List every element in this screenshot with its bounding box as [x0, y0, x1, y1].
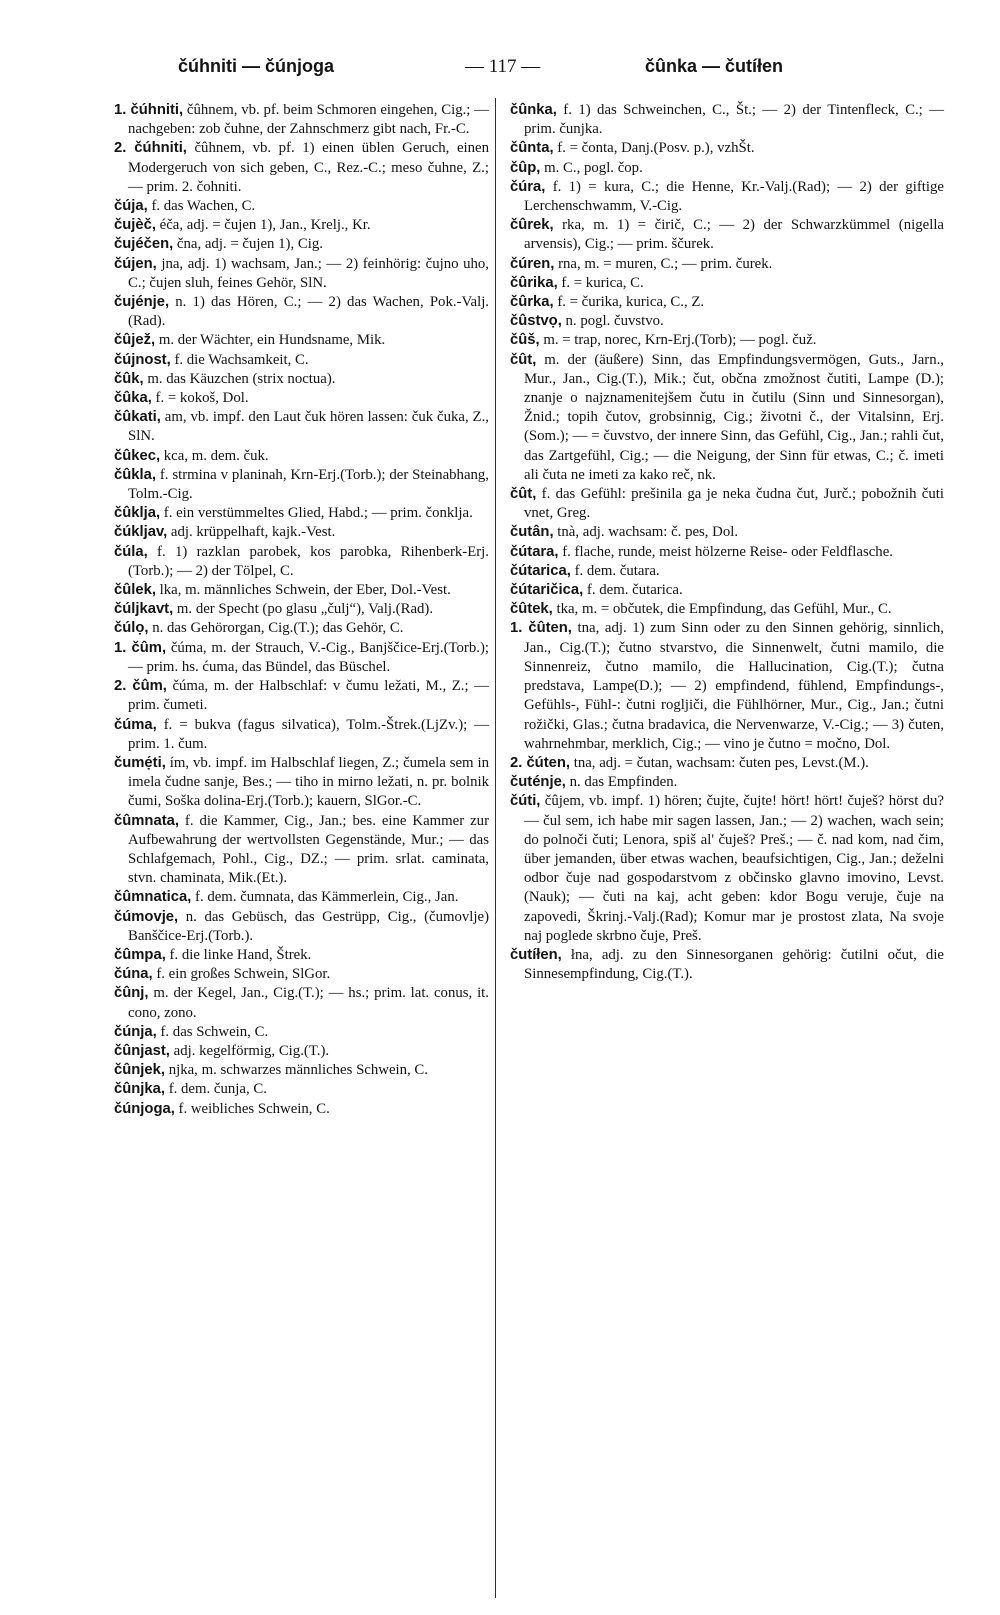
entry-headword: čújnost,: [114, 351, 171, 368]
entry-headword: čût,: [510, 486, 537, 503]
entry-headword: 1. čûm,: [114, 639, 167, 656]
entry-headword: čútaričica,: [510, 582, 584, 599]
dictionary-entry: [114, 216, 489, 235]
entry-definition: tka, m. = občutek, die Empfindung, das Gefühl, Mur., C.: [556, 601, 892, 618]
entry-headword: čûp,: [510, 159, 541, 176]
entry-definition: f. strmina v planinah, Krn-Erj.(Torb.); der Steinabhang, Tolm.-Cig.: [128, 466, 490, 503]
entry-definition: f. dem. čutara.: [574, 562, 660, 579]
dictionary-entry: [510, 139, 944, 158]
dictionary-entry: [114, 197, 489, 216]
entry-headword: čûkec,: [114, 447, 161, 464]
header-right-catchword: čûnka — čutíłen: [645, 56, 784, 76]
right-column: [510, 101, 944, 984]
dictionary-entry: [114, 1080, 489, 1099]
dictionary-entry: [114, 139, 489, 197]
entry-headword: čûjež,: [114, 332, 156, 349]
entry-definition: n. das Gebüsch, das Gestrüpp, Cig., (čumovlje) Banščice-Erj.(Torb.).: [128, 908, 490, 944]
entry-headword: čúnjoga,: [114, 1100, 175, 1117]
entry-headword: čutân,: [510, 524, 554, 541]
entry-headword: čûrka,: [510, 294, 554, 311]
entry-definition: f. flache, runde, meist hölzerne Reise- oder Feldflasche.: [562, 543, 893, 560]
entry-headword: čûmnatica,: [114, 889, 192, 906]
dictionary-entry: [114, 716, 489, 754]
entry-headword: čumẹ́ti,: [114, 754, 166, 771]
dictionary-entry: [114, 677, 489, 715]
dictionary-entry: [114, 754, 489, 812]
entry-definition: f. die Kammer, Cig., Jan.; bes. eine Kammer zur Aufbewahrung der wertvollsten Gegenstände, Mur.; — das Schlafgemach, Pohl., Cig., DZ.; — prim. srlat. caminata, stvn. chaminata, Mik.(Et.).: [128, 812, 489, 887]
entry-definition: njka, m. schwarzes männliches Schwein, C.: [168, 1062, 428, 1079]
dictionary-entry: [114, 984, 489, 1022]
entry-definition: n. pogl. čuvstvo.: [565, 313, 664, 330]
dictionary-entry: [510, 351, 944, 485]
entry-headword: čujèč,: [114, 217, 156, 234]
entry-definition: tnà, adj. wachsam: č. pes, Dol.: [557, 524, 739, 541]
entry-headword: čûtek,: [510, 601, 553, 618]
dictionary-entry: [114, 543, 489, 581]
entry-headword: čûrek,: [510, 217, 554, 234]
entry-definition: f. die linke Hand, Štrek.: [169, 946, 312, 963]
dictionary-entry: [510, 600, 944, 619]
dictionary-entry: [510, 523, 944, 542]
entry-definition: n. das Gehörorgan, Cig.(T.); das Gehör, C.: [152, 620, 404, 637]
entry-headword: čúti,: [510, 793, 541, 810]
entry-headword: čúja,: [114, 198, 148, 215]
entry-definition: čûjem, vb. impf. 1) hören; čujte, čujte! hört! hört! čuješ? hörst du? — čul sem, ich habe mir sagen lassen, Jan.; — 2) wachen, wach sein; do polnoči čuti; Lenora, spiš al' čuješ? Preš.; — č. nad kom, nad čim, über jemanden, über etwas wachen, beaufsichtigen, Cig., Jan.; deželni odbor čuje nad gospodarstvom z občinsko glavno imovino, Levst.(Nauk); — čuti na kaj, acht geben: kdor Bogu veruje, čuje na zapovedi, Škrinj.-Valj.(Rad); Komur mar je prostost zlata, Na svoje naj poglede skrbno čuje, Preš.: [524, 793, 944, 944]
entry-definition: tna, adj. 1) zum Sinn oder zu den Sinnen gehörig, sinnlich, Jan., Cig.(T.); čutno stvarstvo, die Sinnenwelt, čutni mamilo, die Sinnenreiz, čutno mamilo, die Hallucination, Cig.(T.); čutna predstava, Lampe(D.); — 2) empfindend, fühlend, Empfindungs-, Gefühls-, Fühl-: čutni rogljiči, die Fühlhörner, Mur., Cig., Jan.; čutni rožički, Glas.; čutna bradavica, die Nervenwarze, V.-Cig.; — 3) čuten, wahrnehmbar, merklich, Cig.; — vino je čutno = močno, Dol.: [524, 620, 945, 752]
entry-definition: m. = trap, norec, Krn-Erj.(Torb); — pogl. čuž.: [543, 332, 817, 349]
page-number: — 117 —: [465, 56, 541, 77]
dictionary-entry: [114, 812, 489, 889]
entry-headword: čúna,: [114, 966, 153, 983]
dictionary-entry: [114, 1061, 489, 1080]
entry-definition: f. = čurika, kurica, C., Z.: [557, 294, 705, 311]
dictionary-entry: [114, 1042, 489, 1061]
entry-headword: čûnka,: [510, 102, 557, 118]
dictionary-entry: [510, 101, 944, 139]
dictionary-entry: [114, 1100, 489, 1119]
dictionary-entry: [510, 255, 944, 274]
entry-headword: 2. čûm,: [114, 678, 167, 695]
dictionary-entry: [510, 581, 944, 600]
entry-definition: jna, adj. 1) wachsam, Jan.; — 2) feinhörig: čujno uho, C.; čujen sluh, feines Gehör, SlN.: [128, 255, 490, 291]
entry-definition: f. dem. čumnata, das Kämmerlein, Cig., Jan.: [195, 889, 459, 906]
entry-definition: f. ein verstümmeltes Glied, Habd.; — prim. čonklja.: [163, 505, 473, 522]
entry-definition: f. = kurica, C.: [561, 274, 644, 291]
dictionary-entry: [510, 178, 944, 216]
dictionary-entry: [510, 792, 944, 946]
dictionary-entry: [114, 946, 489, 965]
dictionary-entry: [510, 619, 944, 753]
entry-headword: čúren,: [510, 255, 555, 272]
entry-definition: m. das Käuzchen (strix noctua).: [147, 370, 336, 387]
entry-definition: f. dem. čutarica.: [586, 582, 683, 599]
entry-headword: čútara,: [510, 543, 559, 560]
dictionary-entry: [114, 408, 489, 446]
dictionary-entry: [114, 965, 489, 984]
entry-headword: čújen,: [114, 255, 157, 272]
entry-headword: čûrika,: [510, 274, 558, 291]
entry-definition: f. 1) razklan parobek, kos parobka, Rihenberk-Erj.(Torb.); — 2) der Tölpel, C.: [128, 543, 489, 579]
entry-definition: adj. krüppelhaft, kajk.-Vest.: [170, 524, 336, 541]
entry-definition: m. der (äußere) Sinn, das Empfindungsvermögen, Guts., Jarn., Mur., Jan., Cig.(T.), Mik.; čut, občna zmožnost čutiti, Lampe (D.); znanje o najznamenitejšem čutu in čutilu (Sinn und Sinnesorgan), Žnid.; topih čutov, grobsinnig, Cig.; životni č., der Vitalsinn, Erj.(Som.); — = čuvstvo, der innere Sinn, das Gefühl, Cig., Jan.; rahli čut, das Zartgefühl, Cig.; — die Neigung, der Sinn für etwas, C.; č. imeti ali čuta ne imeti za kako reč, nk.: [524, 351, 944, 483]
entry-definition: f. das Schwein, C.: [160, 1023, 269, 1040]
dictionary-entry: [510, 946, 944, 984]
entry-headword: čúla,: [114, 543, 148, 560]
entry-headword: čûstvọ,: [510, 313, 562, 330]
entry-headword: čûkati,: [114, 409, 161, 426]
dictionary-entry: [510, 485, 944, 523]
dictionary-entry: [114, 1023, 489, 1042]
entry-definition: n. das Empfinden.: [569, 774, 678, 791]
entry-headword: čûk,: [114, 370, 144, 387]
dictionary-entry: [510, 159, 944, 178]
entry-headword: čûmpa,: [114, 946, 166, 963]
entry-headword: čúra,: [510, 178, 546, 195]
dictionary-entry: [510, 543, 944, 562]
entry-definition: am, vb. impf. den Laut čuk hören lassen: čuk čuka, Z., SlN.: [128, 409, 489, 445]
entry-headword: čûklja,: [114, 505, 161, 522]
entry-headword: 2. čúhniti,: [114, 140, 187, 157]
entry-headword: čûmnata,: [114, 812, 179, 829]
entry-definition: f. weibliches Schwein, C.: [178, 1100, 330, 1117]
entry-definition: čna, adj. = čujen 1), Cig.: [176, 236, 323, 253]
entry-headword: čûš,: [510, 332, 540, 349]
entry-headword: 2. čúten,: [510, 754, 571, 771]
entry-definition: rka, m. 1) = čirič, C.; — 2) der Schwarzkümmel (nigella arvensis), Cig.; — prim. ščurek.: [524, 217, 944, 253]
entry-definition: kca, m. dem. čuk.: [163, 447, 269, 464]
entry-headword: čûkla,: [114, 466, 156, 483]
entry-headword: čûnj,: [114, 985, 149, 1002]
entry-headword: čujéčen,: [114, 236, 174, 253]
entry-headword: 1. čûten,: [510, 620, 572, 637]
dictionary-entry: [510, 773, 944, 792]
entry-definition: f. dem. čunja, C.: [168, 1081, 267, 1098]
entry-definition: lka, m. männliches Schwein, der Eber, Dol.-Vest.: [159, 582, 451, 599]
entry-definition: čûhnem, vb. pf. 1) einen üblen Geruch, einen Modergeruch von sich geben, C., Rez.-C.; meso čuhne, Z.; — prim. 2. čohniti.: [128, 140, 489, 195]
entry-definition: čûhnem, vb. pf. beim Schmoren eingehen, Cig.; — nachgeben: zob čuhne, der Zahnschmerz gibt nach, Fr.-C.: [128, 102, 489, 138]
column-divider: [495, 98, 496, 1598]
entry-headword: čútarica,: [510, 562, 571, 579]
dictionary-entry: [114, 235, 489, 254]
entry-definition: f. die Wachsamkeit, C.: [174, 351, 309, 368]
dictionary-entry: [114, 370, 489, 389]
entry-headword: čûlek,: [114, 582, 156, 599]
entry-headword: čûka,: [114, 390, 152, 407]
entry-definition: tna, adj. = čutan, wachsam: čuten pes, Levst.(M.).: [573, 754, 869, 771]
entry-definition: adj. kegelförmig, Cig.(T.).: [173, 1042, 330, 1059]
dictionary-entry: [114, 293, 489, 331]
entry-headword: čujénje,: [114, 294, 170, 311]
entry-definition: f. = bukva (fagus silvatica), Tolm.-Štrek.(LjZv.); — prim. 1. čum.: [128, 716, 490, 752]
dictionary-entry: [510, 562, 944, 581]
dictionary-entry: [114, 466, 489, 504]
entry-headword: čúkljav,: [114, 524, 168, 541]
entry-definition: éča, adj. = čujen 1), Jan., Krelj., Kr.: [159, 217, 371, 234]
dictionary-entry: [510, 312, 944, 331]
entry-definition: m. der Kegel, Jan., Cig.(T.); — hs.; prim. lat. conus, it. cono, zono.: [128, 985, 489, 1021]
dictionary-entry: [114, 447, 489, 466]
entry-headword: čuténje,: [510, 774, 566, 791]
entry-definition: čúma, m. der Halbschlaf: v čumu ležati, M., Z.; — prim. čumeti.: [128, 678, 489, 714]
entry-definition: f. = čonta, Danj.(Posv. p.), vzhŠt.: [557, 140, 755, 157]
entry-headword: 1. čúhniti,: [114, 102, 184, 118]
dictionary-entry: [510, 293, 944, 312]
dictionary-entry: [114, 523, 489, 542]
entry-headword: čúlọ,: [114, 620, 149, 637]
dictionary-entry: [114, 639, 489, 677]
entry-definition: f. ein großes Schwein, SlGor.: [156, 966, 331, 983]
dictionary-entry: [114, 255, 489, 293]
entry-definition: m. C., pogl. čop.: [544, 159, 643, 176]
entry-definition: f. = kokoš, Dol.: [155, 390, 249, 407]
dictionary-entry: [510, 274, 944, 293]
dictionary-entry: [510, 331, 944, 350]
dictionary-entry: [114, 351, 489, 370]
dictionary-entry: [114, 101, 489, 139]
entry-definition: čúma, m. der Strauch, V.-Cig., Banjščice-Erj.(Torb.); — prim. hs. ćuma, das Bündel, das Büschel.: [128, 639, 489, 675]
entry-definition: m. der Specht (po glasu „čulj“), Valj.(Rad).: [176, 601, 434, 618]
entry-definition: n. 1) das Hören, C.; — 2) das Wachen, Pok.-Valj.(Rad).: [128, 294, 490, 330]
entry-headword: čúnja,: [114, 1023, 157, 1040]
dictionary-entry: [114, 600, 489, 619]
dictionary-entry: [114, 619, 489, 638]
entry-definition: f. 1) = kura, C.; die Henne, Kr.-Valj.(Rad); — 2) der giftige Lerchenschwamm, V.-Cig.: [524, 178, 944, 215]
entry-headword: čúma,: [114, 716, 157, 733]
dictionary-entry: [114, 504, 489, 523]
dictionary-entry: [114, 908, 489, 946]
entry-headword: čutíłen,: [510, 946, 562, 963]
entry-headword: čût,: [510, 351, 537, 368]
header-left-catchword: čúhniti — čúnjoga: [178, 56, 334, 76]
entry-headword: čûnjka,: [114, 1081, 165, 1098]
page-header: [0, 56, 1000, 86]
entry-definition: f. das Wachen, C.: [151, 198, 256, 215]
entry-headword: čúmovje,: [114, 908, 179, 925]
entry-definition: rna, m. = muren, C.; — prim. čurek.: [558, 255, 773, 272]
entry-headword: čûnta,: [510, 140, 554, 157]
dictionary-entry: [114, 389, 489, 408]
entry-definition: m. der Wächter, ein Hundsname, Mik.: [158, 332, 386, 349]
left-column: [114, 101, 489, 1119]
entry-definition: łna, adj. zu den Sinnesorganen gehörig: čutilni očut, die Sinnesempfindung, Cig.(T.).: [524, 946, 944, 983]
entry-headword: čûnjast,: [114, 1042, 170, 1059]
dictionary-entry: [510, 754, 944, 773]
entry-headword: čúljkavt,: [114, 601, 174, 618]
entry-definition: f. 1) das Schweinchen, C., Št.; — 2) der Tintenfleck, C.; — prim. čunjka.: [524, 102, 944, 138]
dictionary-entry: [114, 331, 489, 350]
dictionary-entry: [510, 216, 944, 254]
dictionary-entry: [114, 581, 489, 600]
entry-headword: čûnjek,: [114, 1062, 165, 1079]
dictionary-entry: [114, 888, 489, 907]
entry-definition: ím, vb. impf. im Halbschlaf liegen, Z.; čumela sem in imela čudne sanje, Bes.; — tiho in mirno ležati, n. pr. bolnik čumi, Soška dolina-Erj.(Torb.); kauern, SlGor.-C.: [128, 754, 489, 810]
entry-definition: f. das Gefühl: prešinila ga je neka čudna čut, Jurč.; pobožnih čuti vnet, Greg.: [524, 486, 944, 522]
